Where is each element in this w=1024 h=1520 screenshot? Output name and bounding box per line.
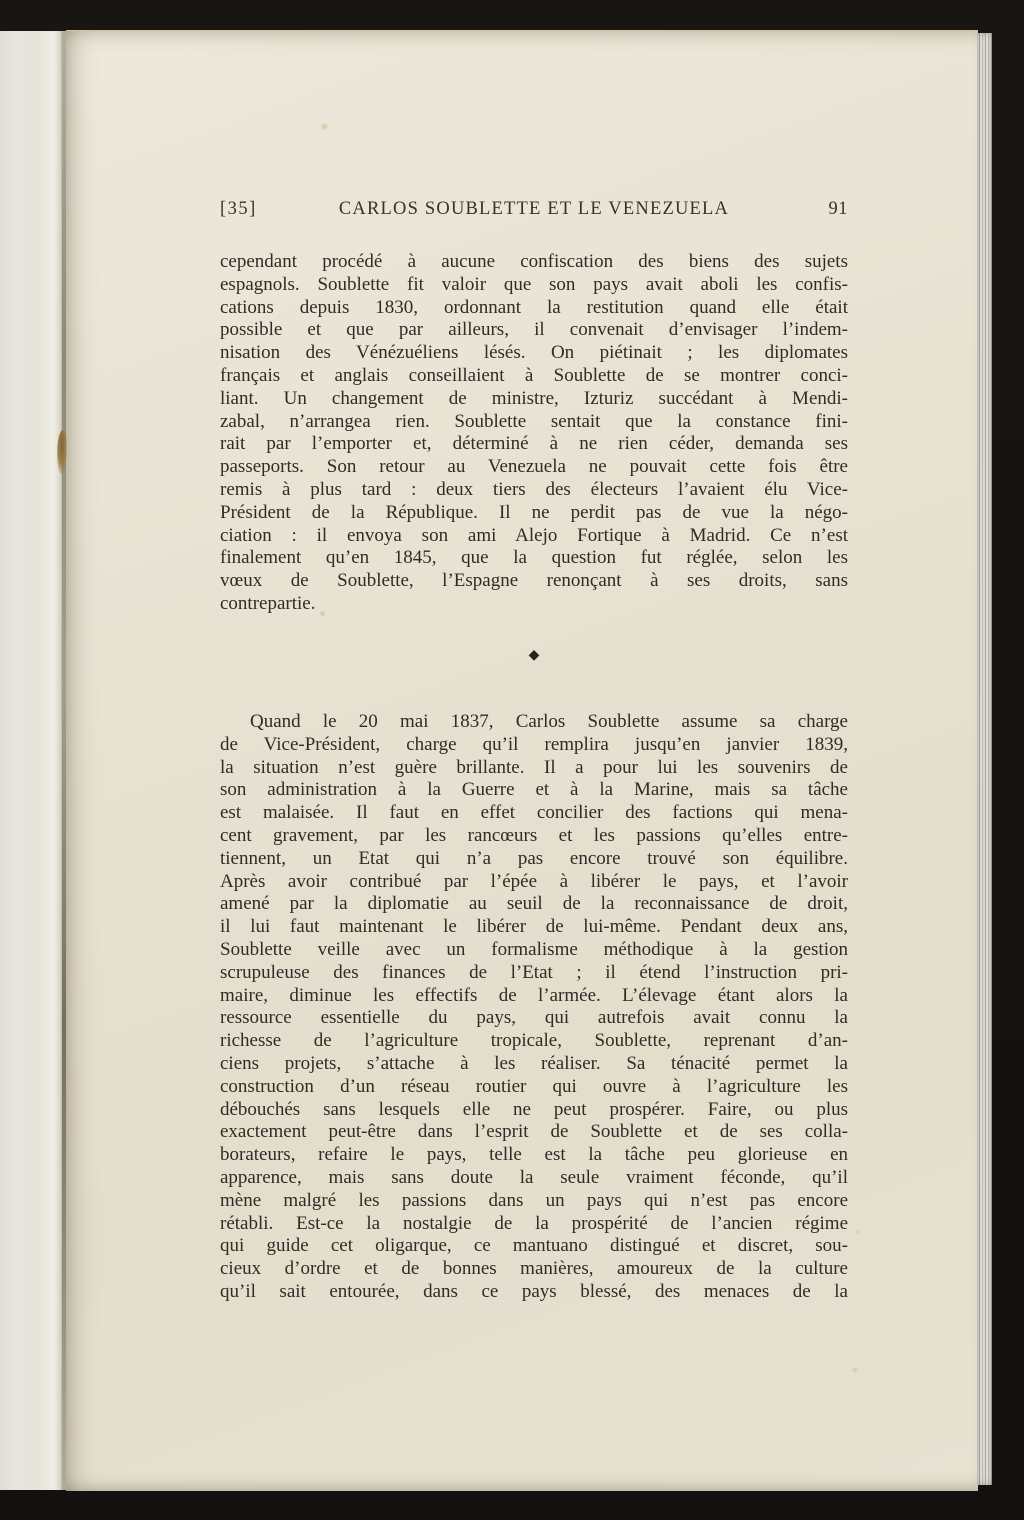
text-line: passeports. Son retour au Venezuela ne pouvait cette fois être (220, 456, 848, 478)
text-line: Après avoir contribué par l’épée à libérer le pays, et l’avoir (220, 870, 848, 892)
text-line: français et anglais conseillaient à Soublette de se montrer conci- (220, 364, 848, 386)
text-line: de Vice-Président, charge qu’il remplira jusqu’en janvier 1839, (220, 733, 848, 755)
text-line: liant. Un changement de ministre, Izturiz succédant à Mendi- (220, 387, 848, 409)
text-line: vœux de Soublette, l’Espagne renonçant à ses droits, sans (220, 570, 848, 592)
text-line: qui guide cet oligarque, ce mantuano distingué et discret, sou- (220, 1235, 848, 1257)
section-number: [35] (220, 199, 257, 219)
text-line: construction d’un réseau routier qui ouvre à l’agriculture les (220, 1075, 848, 1097)
text-line: zabal, n’arrangea rien. Soublette sentait que la constance fini- (220, 410, 848, 432)
text-line: possible et que par ailleurs, il convenait d’envisager l’indem- (220, 319, 848, 341)
text-line: finalement qu’en 1845, que la question fut réglée, selon les (220, 547, 848, 569)
text-line: cependant procédé à aucune confiscation des biens des sujets (220, 251, 848, 272)
facing-page-edge (0, 31, 62, 1490)
text-line: contrepartie. (220, 592, 316, 614)
text-line: débouchés sans lesquels elle ne peut prospérer. Faire, ou plus (220, 1098, 848, 1120)
text-line: la situation n’est guère brillante. Il a pour lui les souvenirs de (220, 756, 848, 778)
text-line: exactement peut-être dans l’esprit de Soublette et de ses colla- (220, 1121, 848, 1143)
text-line: tiennent, un Etat qui n’a pas encore trouvé son équilibre. (220, 847, 848, 869)
text-line: qu’il sait entourée, dans ce pays blessé, des menaces de la (220, 1280, 848, 1302)
text-line: maire, diminue les effectifs de l’armée. L’élevage étant alors la (220, 984, 848, 1006)
page-header (220, 199, 848, 223)
foxing-speck (320, 122, 329, 131)
text-line: espagnols. Soublette fit valoir que son pays avait aboli les confis- (220, 273, 848, 295)
page-edges-stack (977, 33, 992, 1485)
text-line: ciation : il envoya son ami Alejo Fortique à Madrid. Ce n’est (220, 524, 848, 546)
text-line: scrupuleuse des finances de l’Etat ; il étend l’instruction pri- (220, 961, 848, 983)
text-line: apparence, mais sans doute la seule vraiment féconde, qu’il (220, 1166, 848, 1188)
text-line: amené par la diplomatie au seuil de la reconnaissance de droit, (220, 893, 848, 915)
running-title: CARLOS SOUBLETTE ET LE VENEZUELA (338, 199, 730, 219)
text-line: cent gravement, par les rancœurs et les passions qu’elles entre- (220, 824, 848, 846)
text-line: nisation des Vénézuéliens lésés. On piétinait ; les diplomates (220, 342, 848, 364)
foxing-speck (851, 1366, 859, 1374)
text-line: Quand le 20 mai 1837, Carlos Soublette assume sa charge (250, 711, 848, 732)
foxing-speck (855, 1229, 861, 1235)
text-line: ressource essentielle du pays, qui autrefois avait connu la (220, 1007, 848, 1029)
text-line: il lui faut maintenant le libérer de lui-même. Pendant deux ans, (220, 916, 848, 938)
text-line: borateurs, refaire le pays, telle est la tâche peu glorieuse en (220, 1144, 848, 1166)
text-line: cations depuis 1830, ordonnant la restitution quand elle était (220, 296, 848, 318)
text-line: richesse de l’agriculture tropicale, Soublette, reprenant d’an- (220, 1030, 848, 1052)
text-line: son administration à la Guerre et à la Marine, mais sa tâche (220, 779, 848, 801)
text-line: remis à plus tard : deux tiers des électeurs l’avaient élu Vice- (220, 478, 848, 500)
text-line: rait par l’emporter et, déterminé à ne rien céder, demanda ses (220, 433, 848, 455)
paragraph-1 (220, 251, 848, 616)
page-number: 91 (828, 199, 848, 219)
text-line: rétabli. Est-ce la nostalgie de la prospérité de l’ancien régime (220, 1212, 848, 1234)
text-line: est malaisée. Il faut en effet concilier des factions qui mena- (220, 802, 848, 824)
text-line: cieux d’ordre et de bonnes manières, amoureux de la culture (220, 1258, 848, 1280)
text-line: Président de la République. Il ne perdit pas de vue la négo- (220, 501, 848, 523)
text-line: mène malgré les passions dans un pays qui n’est pas encore (220, 1189, 848, 1211)
text-line: ciens projets, s’attache à les réaliser. Sa ténacité permet la (220, 1052, 848, 1074)
diamond-ornament: ◆ (528, 647, 540, 663)
paragraph-2 (220, 711, 848, 1304)
text-line: Soublette veille avec un formalisme méthodique à la gestion (220, 938, 848, 960)
